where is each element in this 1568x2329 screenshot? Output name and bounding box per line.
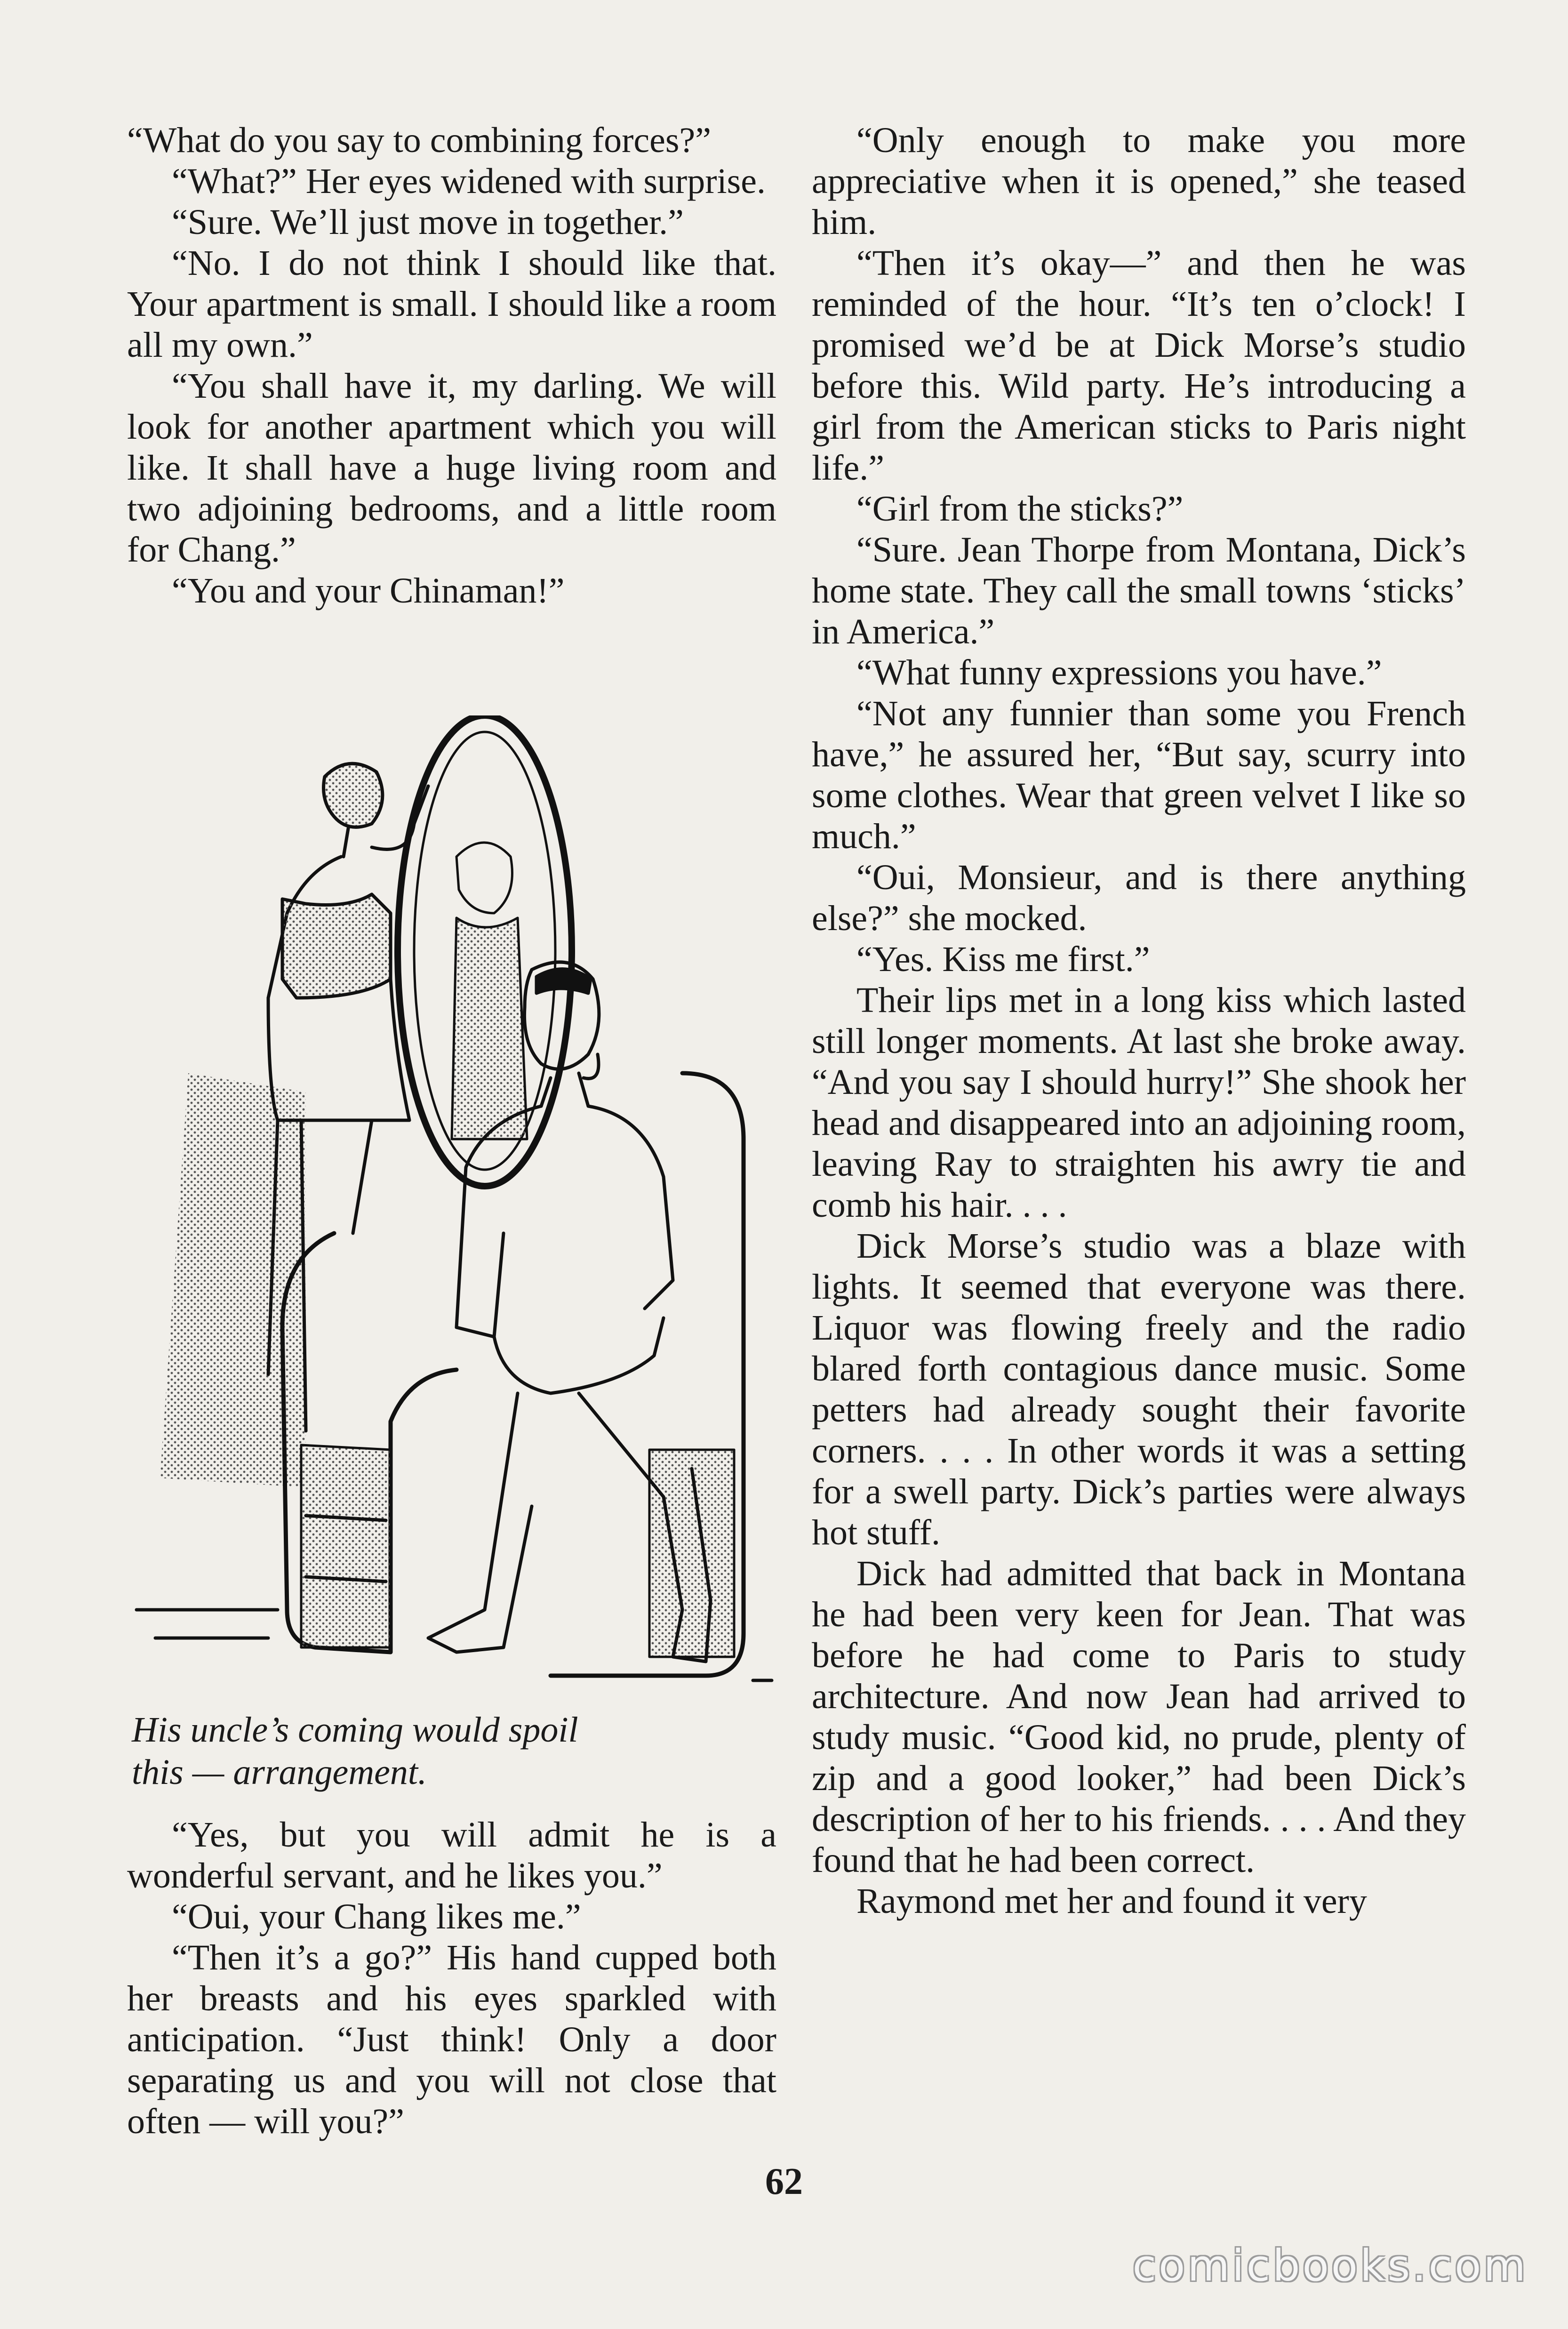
paragraph: Their lips met in a long kiss which lasted still longer moments. At last she broke away. “And you say I should hurry!” She shook her head and disappeared into an adjoining room, leaving Ray to straighten his awry tie and comb his hair. . . . xyxy=(812,980,1466,1225)
paragraph: “Then it’s a go?” His hand cupped both her breasts and his eyes sparkled with anticipation. “Just think! Only a door separating us and you will not close that often — will you?” xyxy=(127,1938,776,2141)
paragraph: “Only enough to make you more appreciative when it is opened,” she teased him. xyxy=(812,120,1466,242)
left-column-bottom xyxy=(127,1815,776,2142)
paragraph: Raymond met her and found it very xyxy=(856,1881,1367,1921)
paragraph: “What?” Her eyes widened with surprise. xyxy=(172,161,766,201)
paragraph: Dick Morse’s studio was a blaze with lights. It seemed that everyone was there. Liquor was flowing freely and the radio blared forth contagious dance music. Some petters had already sought their favorite corners. . . . In other words it was a setting for a swell party. Dick’s parties were always hot stuff. xyxy=(812,1226,1466,1552)
paragraph: “Girl from the sticks?” xyxy=(856,489,1184,529)
paragraph: Dick had admitted that back in Montana he had been very keen for Jean. That was before he had come to Paris to study architecture. And now Jean had arrived to study music. “Good kid, no prude, plenty of zip and a good looker,” had been Dick’s description of her to his friends. . . . And they found that he had been correct. xyxy=(812,1554,1466,1880)
paragraph: “Then it’s okay—” and then he was reminded of the hour. “It’s ten o’clock! I promised we’d be at Dick Morse’s studio before this. Wild party. He’s introducing a girl from the American sticks to Paris night life.” xyxy=(812,243,1466,488)
paragraph: “Oui, Monsieur, and is there anything else?” she mocked. xyxy=(812,858,1466,938)
page-number: 62 xyxy=(765,2161,803,2202)
paragraph: “Yes. Kiss me first.” xyxy=(856,940,1150,979)
left-column-top xyxy=(127,120,776,611)
right-column xyxy=(812,120,1466,1922)
paragraph: “Sure. Jean Thorpe from Montana, Dick’s home state. They call the small towns ‘sticks’ in America.” xyxy=(812,530,1466,651)
illustration-caption: His uncle’s coming would spoil this — arrangement. xyxy=(132,1710,578,1792)
paragraph: “Not any funnier than some you French have,” he assured her, “But say, scurry into some clothes. Wear that green velvet I like so much.” xyxy=(812,694,1466,856)
paragraph: “What do you say to combining forces?” xyxy=(127,120,711,160)
paragraph: “Sure. We’ll just move in together.” xyxy=(172,202,684,242)
illustration xyxy=(127,715,776,1784)
paragraph: “You shall have it, my darling. We will look for another apartment which you will like. It shall have a huge living room and two adjoining bedrooms, and a little room for Chang.” xyxy=(127,366,776,570)
paragraph: “You and your Chinaman!” xyxy=(172,571,565,610)
paragraph: “What funny expressions you have.” xyxy=(856,653,1382,692)
paragraph: “Oui, your Chang likes me.” xyxy=(172,1897,581,1936)
paragraph: “No. I do not think I should like that. Your apartment is small. I should like a room all my own.” xyxy=(127,243,776,365)
watermark: comicbooks.com xyxy=(1132,2241,1528,2291)
paragraph: “Yes, but you will admit he is a wonderful servant, and he likes you.” xyxy=(127,1815,776,1895)
